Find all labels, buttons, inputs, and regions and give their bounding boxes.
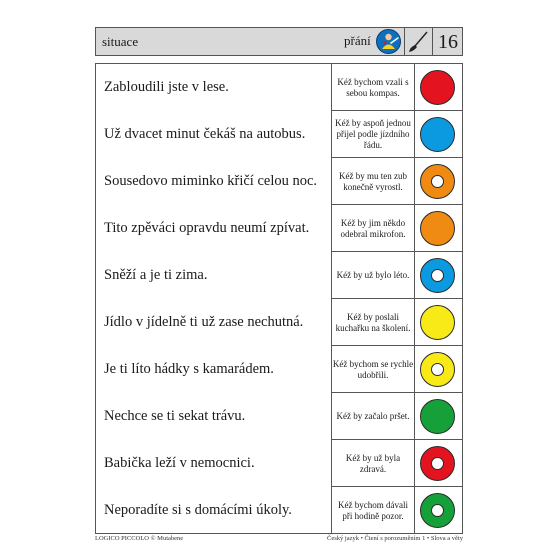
color-marker-cell bbox=[414, 346, 462, 393]
color-marker-dot bbox=[420, 117, 455, 152]
color-marker-dot bbox=[420, 399, 455, 434]
exercise-row bbox=[96, 64, 462, 111]
color-marker-cell bbox=[414, 111, 462, 158]
wish-text: Kéž by už byla zdravá. bbox=[331, 440, 415, 487]
footer-publisher: LOGICO PICCOLO © Mutabene bbox=[95, 535, 184, 542]
situation-text: Sousedovo miminko křičí celou noc. bbox=[104, 173, 318, 189]
exercise-table bbox=[95, 63, 463, 534]
color-marker-dot bbox=[420, 493, 455, 528]
color-marker-cell bbox=[414, 64, 462, 111]
exercise-row bbox=[96, 393, 462, 440]
exercise-row bbox=[96, 205, 462, 252]
color-marker-dot bbox=[420, 258, 455, 293]
color-marker-cell bbox=[414, 252, 462, 299]
color-marker-cell bbox=[414, 205, 462, 252]
situation-text: Sněží a je ti zima. bbox=[104, 267, 208, 283]
color-marker-dot bbox=[420, 70, 455, 105]
marker-hole bbox=[431, 457, 444, 470]
wish-text: Kéž by mu ten zub konečně vyrostl. bbox=[331, 158, 415, 205]
marker-hole bbox=[431, 504, 444, 517]
situation-text: Už dvacet minut čekáš na autobus. bbox=[104, 126, 306, 142]
wish-text: Kéž by už bylo léto. bbox=[331, 252, 415, 299]
color-marker-dot bbox=[420, 211, 455, 246]
wish-column-label: přání bbox=[344, 33, 371, 48]
exercise-row bbox=[96, 299, 462, 346]
wish-text: Kéž by aspoň jednou přijel podle jízdního řádu. bbox=[331, 111, 415, 158]
header-divider bbox=[404, 28, 405, 55]
color-marker-cell bbox=[414, 158, 462, 205]
color-marker-cell bbox=[414, 299, 462, 346]
situation-text: Jídlo v jídelně ti už zase nechutná. bbox=[104, 314, 304, 330]
wish-text: Kéž bychom vzali s sebou kompas. bbox=[331, 64, 415, 111]
exercise-row bbox=[96, 346, 462, 393]
paintbrush-icon bbox=[407, 30, 429, 54]
exercise-row bbox=[96, 440, 462, 487]
situation-text: Zabloudili jste v lese. bbox=[104, 79, 229, 95]
color-marker-dot bbox=[420, 305, 455, 340]
header-title: situace bbox=[102, 34, 139, 49]
exercise-row bbox=[96, 487, 462, 534]
wish-text: Kéž bychom se rychle udobřili. bbox=[331, 346, 415, 393]
card-header bbox=[95, 27, 463, 56]
exercise-row bbox=[96, 111, 462, 158]
situation-text: Je ti líto hádky s kamarádem. bbox=[104, 361, 274, 377]
marker-hole bbox=[431, 175, 444, 188]
page-number: 16 bbox=[438, 31, 458, 53]
exercise-row bbox=[96, 252, 462, 299]
color-marker-cell bbox=[414, 440, 462, 487]
wish-text: Kéž by jim někdo odebral mikrofon. bbox=[331, 205, 415, 252]
wish-text: Kéž bychom dávali při hodině pozor. bbox=[331, 487, 415, 534]
marker-hole bbox=[431, 363, 444, 376]
exercise-row bbox=[96, 158, 462, 205]
situation-text: Tito zpěváci opravdu neumí zpívat. bbox=[104, 220, 310, 236]
color-marker-dot bbox=[420, 164, 455, 199]
wish-text: Kéž by začalo pršet. bbox=[331, 393, 415, 440]
color-marker-dot bbox=[420, 352, 455, 387]
color-marker-cell bbox=[414, 487, 462, 534]
situation-text: Nechce se ti sekat trávu. bbox=[104, 408, 246, 424]
situation-text: Neporadíte si s domácími úkoly. bbox=[104, 502, 292, 518]
pointing-child-icon bbox=[376, 29, 401, 54]
color-marker-cell bbox=[414, 393, 462, 440]
color-marker-dot bbox=[420, 446, 455, 481]
wish-text: Kéž by poslali kuchařku na školení. bbox=[331, 299, 415, 346]
situation-text: Babička leží v nemocnici. bbox=[104, 455, 255, 471]
footer-series: Český jazyk • Čtení s porozuměním 1 • Slova a věty bbox=[327, 535, 463, 542]
marker-hole bbox=[431, 269, 444, 282]
